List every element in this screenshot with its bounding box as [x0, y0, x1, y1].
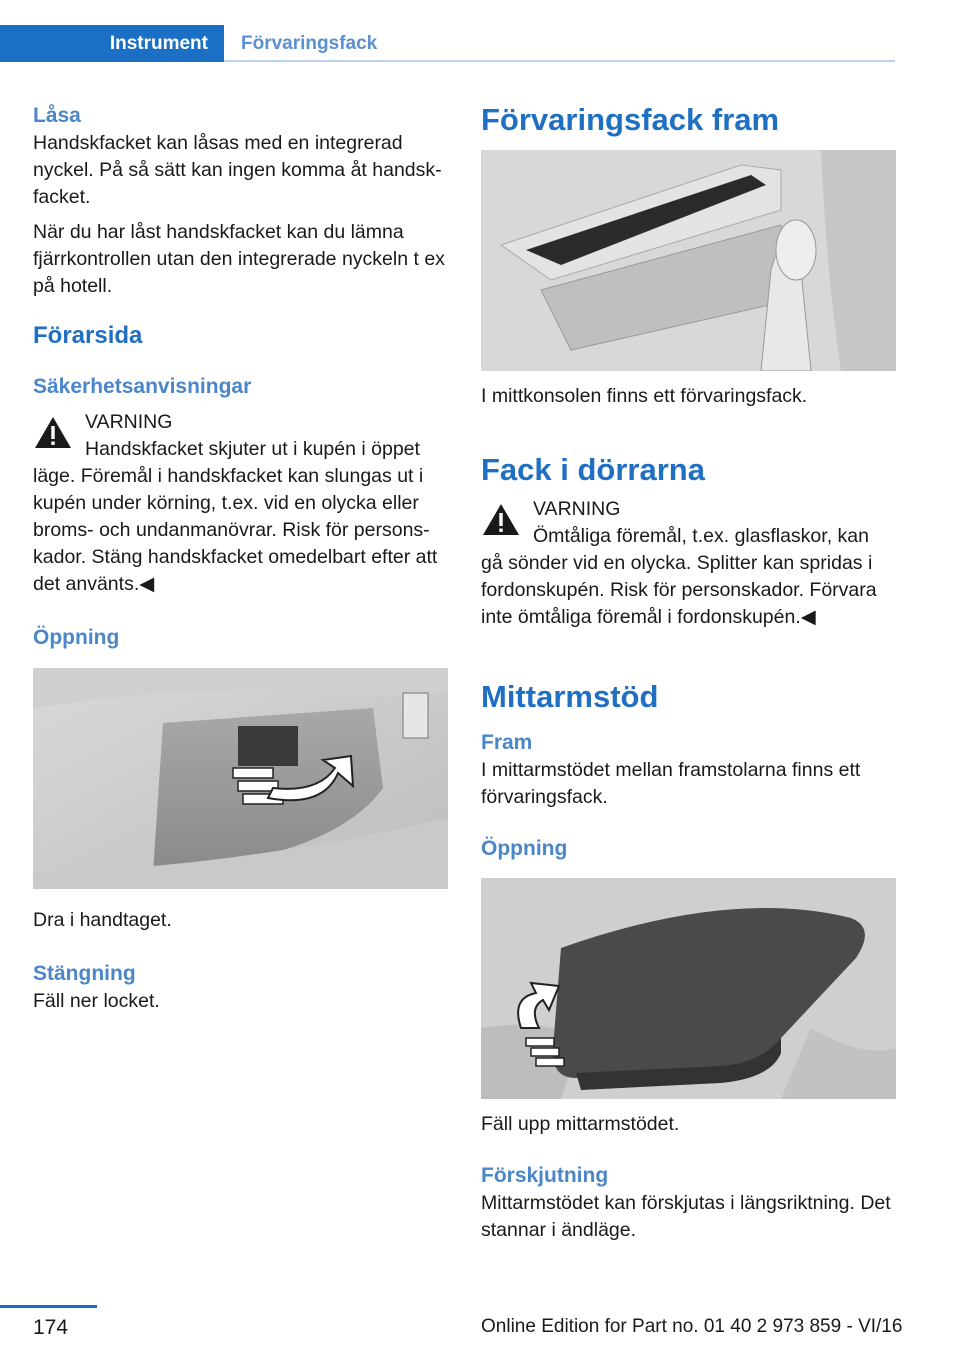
sakerhet-heading: Säkerhetsanvisningar	[33, 375, 252, 398]
fram-heading: Fram	[481, 731, 533, 754]
glovebox-handle-image	[33, 668, 448, 889]
tab-instrument[interactable]: Instrument	[0, 25, 224, 62]
mittarmstod-title: Mittarmstöd	[481, 679, 659, 714]
tab-forvaringsfack[interactable]: Förvaringsfack	[241, 32, 378, 54]
left-column	[33, 100, 448, 1015]
fram-caption: I mittkonsolen finns ett förvaringsfack.	[481, 385, 808, 407]
footer-rule	[0, 1305, 97, 1308]
forskjutning-heading: Förskjutning	[481, 1164, 609, 1187]
oppning-caption: Dra i handtaget.	[33, 909, 172, 931]
warning-block	[33, 409, 448, 598]
edition-note: Online Edition for Part no. 01 40 2 973 859 - VI/16	[481, 1316, 903, 1337]
right-column	[481, 100, 896, 1244]
warning-text: Ömtåliga föremål, t.ex. glasflaskor, kan gå sönder vid en olycka. Splitter kan spridas i fordonskupén. Risk för personskador. Förvara inte ömtåliga föremål i fordonskupén.◀	[481, 525, 877, 628]
forskjutning-text: Mittarmstödet kan förskjutas i längsriktning. Det stannar i ändläge.	[481, 1192, 891, 1241]
warning-text: Handskfacket skjuter ut i kupén i öppet läge. Föremål i handskfacket kan slungas ut i kupén under körning, t.ex. vid en olycka eller broms- och undanmanövrar. Risk för persons-kador. Stäng handskfacket omedelbart efter att det använts.◀	[33, 438, 438, 595]
lasa-paragraph-2: När du har låst handskfacket kan du lämna fjärrkontrollen utan den integrerade nyckeln t ex på hotell.	[33, 221, 445, 297]
forvaringsfack-fram-title: Förvaringsfack fram	[481, 102, 780, 137]
lasa-paragraph-1: Handskfacket kan låsas med en integrerad nyckel. På så sätt kan ingen komma åt handsk-facket.	[33, 132, 442, 208]
oppning-heading-right: Öppning	[481, 837, 568, 860]
warning-triangle-icon	[33, 415, 73, 450]
oppning-heading: Öppning	[33, 626, 120, 649]
header-rule	[224, 60, 895, 62]
header-tabs	[0, 0, 895, 62]
lasa-heading: Låsa	[33, 104, 81, 127]
armrest-image	[481, 878, 896, 1099]
warning-block	[481, 496, 896, 631]
armrest-caption: Fäll upp mittarmstödet.	[481, 1113, 680, 1135]
warning-triangle-icon	[481, 502, 521, 537]
fram-text: I mittarmstödet mellan framstolarna finns ett förvaringsfack.	[481, 759, 861, 808]
forarsida-heading: Förarsida	[33, 322, 143, 349]
page-number: 174	[33, 1316, 69, 1339]
warning-label: VARNING	[85, 411, 173, 433]
stangning-heading: Stängning	[33, 962, 136, 985]
warning-label: VARNING	[533, 498, 621, 520]
stangning-text: Fäll ner locket.	[33, 990, 160, 1012]
fack-i-dorrarna-title: Fack i dörrarna	[481, 452, 705, 487]
center-console-image	[481, 150, 896, 371]
